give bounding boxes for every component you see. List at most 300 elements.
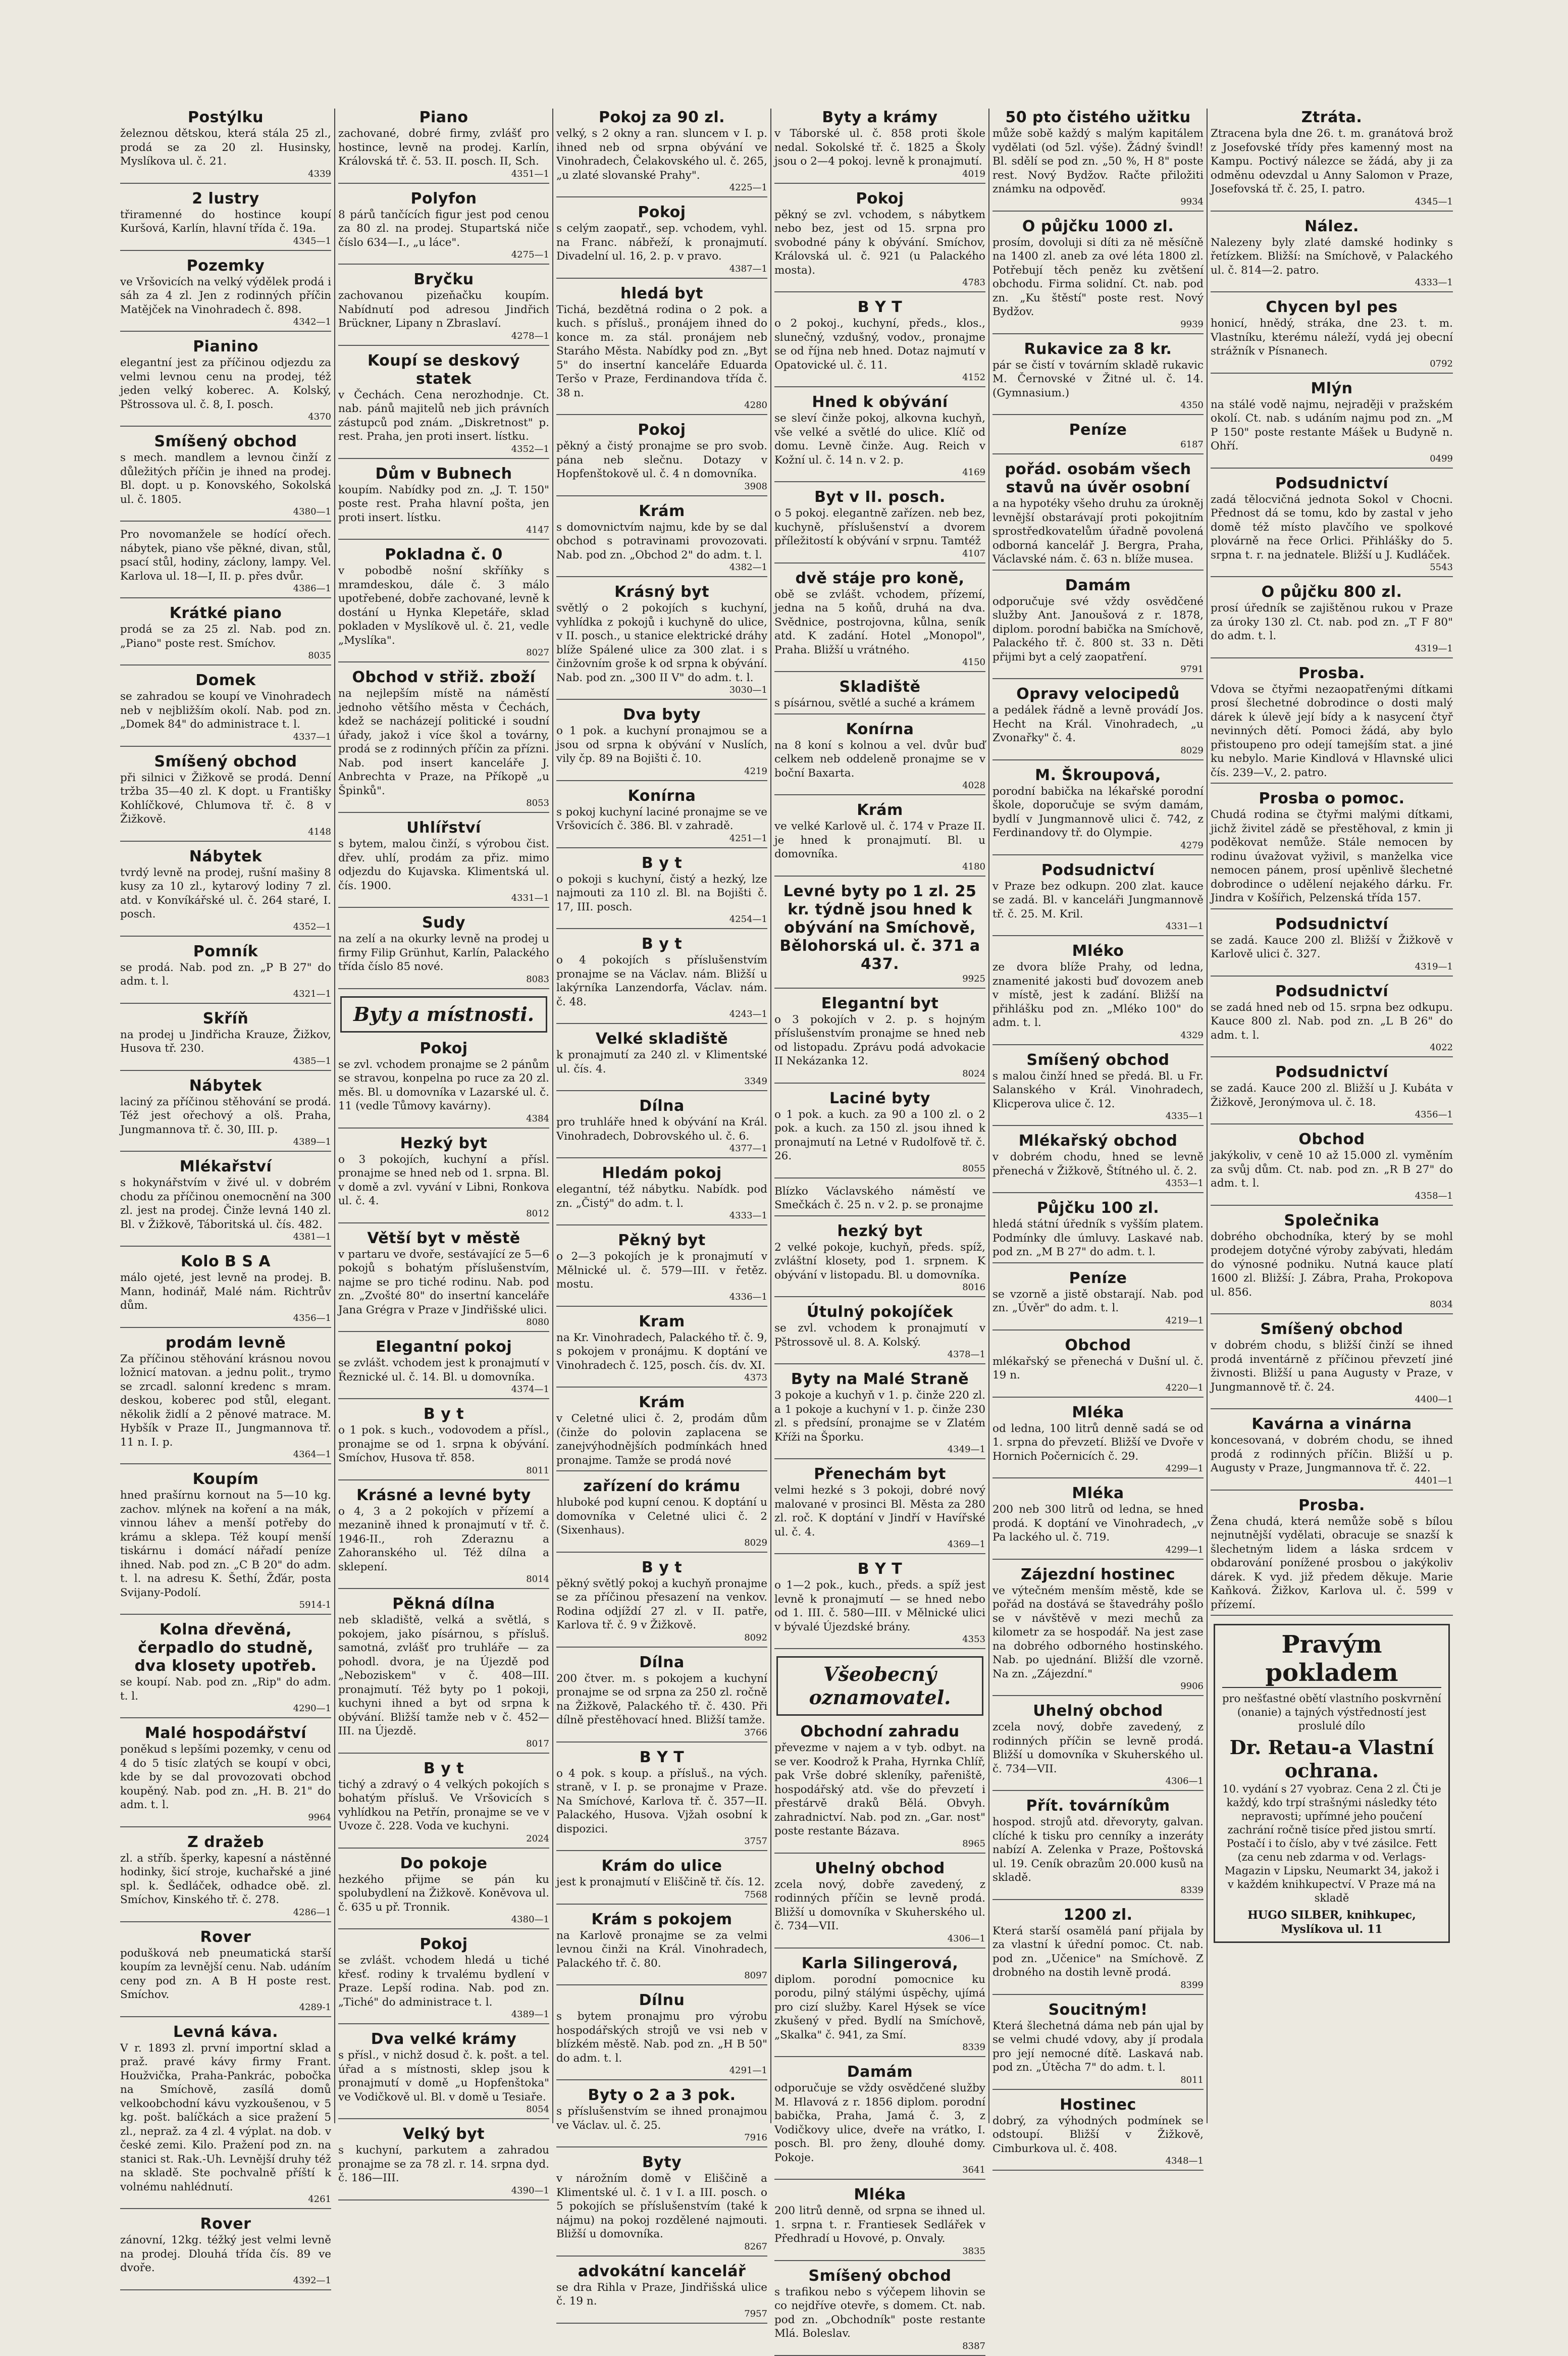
ad-body: velký, s 2 okny a ran. sluncem v I. p. ihned neb od srpna obývání ve Vinohradech, Čelakovského ul. č. 265, „u zlaté slovanské Prahy". <box>556 127 767 182</box>
ad-reference-number: 4345—1 <box>293 235 331 246</box>
ad-reference-number: 4147 <box>526 525 549 535</box>
classified-ad <box>992 421 1204 454</box>
classified-ad <box>556 1030 767 1091</box>
ad-heading: Sudy <box>422 914 465 932</box>
ad-reference-number: 4342—1 <box>293 317 331 327</box>
ad-heading: Krám s pokojem <box>591 1910 733 1928</box>
ad-divider <box>556 847 767 848</box>
ad-reference-number: 4385—1 <box>293 1055 331 1066</box>
ad-heading: B y t <box>423 1405 464 1423</box>
ad-heading: Rover <box>200 2215 251 2233</box>
ad-divider <box>992 678 1204 679</box>
ad-body: 200 neb 300 litrů od ledna, se hned prodá. K doptání ve Vinohradech, „v Pa lackého ul. č. 719. <box>992 1503 1204 1544</box>
ad-body: zánovní, 12kg. téžký jest velmi levně na prodej. Dlouhá třída čís. 89 ve dvoře. <box>120 2234 331 2274</box>
ad-reference-number: 8053 <box>526 798 549 808</box>
ad-body: 200 čtver. m. s pokojem a kuchyní pronajme se od srpna za 250 zl. ročně na Žižkově, Palackého tř. č. 430. Při dílně přestěhovací hned. Bližší tamže. <box>556 1672 767 1726</box>
ad-reference-number: 8034 <box>1430 1299 1453 1310</box>
ad-divider <box>556 1387 767 1388</box>
column-rule <box>1207 109 1208 2123</box>
ad-reference-number: 4278—1 <box>511 330 549 341</box>
ad-divider <box>1211 576 1453 577</box>
ad-body: pěkný světlý pokoj a kuchyň pronajme se za příčinou přesazení na venkov. Rodina odjíždí 27 zl. v II. patře, Karlova tř. č. 9 v Žižkově. <box>556 1577 767 1631</box>
ad-heading: 2 lustry <box>192 189 259 208</box>
classified-ad <box>1211 983 1453 1058</box>
ad-divider <box>1211 373 1453 374</box>
ad-divider <box>992 570 1204 571</box>
ad-body: Tichá, bezdětná rodina o 2 pok. a kuch. s přísluš., pronájem ihned do konce m. za stál. pronájem neb Staráho Města. Nabídky pod zn. „Byt 5" do insertní kanceláře Eduarda Teršo v Praze, Ferdinandova třída č. 38 n. <box>556 303 767 399</box>
ad-divider <box>556 1306 767 1307</box>
column-rule <box>334 109 335 2123</box>
ad-body: s přísl., v nichž dosud č. k. pošt. a tel. úřad a s místnosti, sklep jsou k pronajmutí v domě „u Hopfenštoka" ve Vodičkově ul. Bl. v domě u Tesiaře. <box>338 2049 549 2104</box>
classified-ad <box>1211 298 1453 374</box>
ad-body: světlý o 2 pokojích s kuchyní, vyhlídka z pokojů i kuchyně do ulice, v II. posch., u stanice elektrické dráhy blíže Spálené ulice za 300 zlat. i s činžovním groše k od srpna k obývání. Nab. pod zn. „300 II V" do adm. t. l. <box>556 602 767 684</box>
ad-heading: Dílnu <box>639 1991 685 2009</box>
ad-divider <box>338 1848 549 1849</box>
ad-heading: Rukavice za 8 kr. <box>1024 340 1172 358</box>
ad-body: převezme v najem a v tyb. odbyt. na se ver. Koodrož k Praha, Hyrnka Chlíř, pak Vrše dobré skleníky, pařeniště, hospodářský atd. vše do převzetí i přestárvě draků Bělá. Obvyh. zahradnictví. Nab. pod zn. „Gar. nost" poste restante Bázava. <box>774 1742 985 1837</box>
classified-ad <box>120 2215 331 2290</box>
ad-heading: Peníze <box>1069 421 1127 439</box>
ad-divider <box>120 1246 331 1247</box>
classified-ad <box>774 995 985 1084</box>
ad-heading: Kavárna a vinárna <box>1251 1415 1412 1433</box>
book-ad-text: pro nešťastné obětí vlastního poskvrnění (onanie) a tajných výstředností jest proslulé dílo <box>1222 1693 1441 1732</box>
classified-ad <box>774 1955 985 2058</box>
ad-heading: Smíšený obchod <box>808 2267 952 2285</box>
ad-divider <box>556 2256 767 2257</box>
ad-body: elegantní, též nábytku. Nabídk. pod zn. „Čistý" do adm. t. l. <box>556 1183 767 1210</box>
ad-reference-number: 4348—1 <box>1165 2156 1204 2166</box>
ad-reference-number: 4280 <box>744 400 767 411</box>
classified-ad <box>556 203 767 279</box>
ad-reference-number: 8399 <box>1180 1979 1204 1990</box>
ad-heading: Smíšený obchod <box>154 433 297 450</box>
ad-body: mlékařský se přenechá v Dušní ul. č. 19 n. <box>992 1355 1204 1381</box>
ad-heading: Mléko <box>1072 942 1124 960</box>
classified-ad <box>1211 915 1453 977</box>
ad-heading: Smíšený obchod <box>154 752 297 771</box>
ad-reference-number: 4380—1 <box>293 506 331 517</box>
classified-ad <box>1211 1063 1453 1124</box>
ad-body: zachované, dobré firmy, zvlášť pro hostince, levně na prodej. Karlín, Královská tř. č. 53. II. posch. II, Sch. <box>338 127 549 168</box>
ad-body: prodá se za 25 zl. Nab. pod zn. „Piano" poste rest. Smíchov. <box>120 623 331 650</box>
ad-reference-number: 4022 <box>1430 1042 1453 1053</box>
ad-heading: Dva velké krámy <box>371 2030 517 2048</box>
ad-reference-number: 7916 <box>744 2132 767 2143</box>
classified-ad <box>556 1559 767 1648</box>
ad-heading: Podsudnictví <box>1275 1063 1389 1081</box>
ad-divider <box>1211 908 1453 909</box>
classified-ad <box>338 2030 549 2119</box>
ad-divider <box>120 936 331 937</box>
ad-reference-number: 8080 <box>526 1317 549 1327</box>
ad-body: Blízko Václavského náměstí ve Smečkách č. 25 n. v 2. p. se pronajme <box>774 1185 985 1211</box>
classified-ad <box>774 678 985 714</box>
ad-body: o 1 pok. a kuch. za 90 a 100 zl. o 2 pok. a kuch. za 150 zl. jsou ihned k pronajmutí na Letné v Rudolfově tř. č. 26. <box>774 1108 985 1162</box>
classified-ad <box>1211 1212 1453 1315</box>
classified-ad <box>774 393 985 482</box>
book-ad-note: 10. vydání s 27 vyobraz. Cena 2 zl. Čti je každý, kdo trpí strašnými následky této nepravosti; upřímné jeho poučení zachrání ročně tisíce před jistou smrtí. Postačí i to číslo, aby v tvé zásilce. Fett (za cenu neb zdarma v od. Verlags-Magazin v Lipsku, Neumarkt 34, jakož i v každém knihkupectví. V Praze má na skladě <box>1222 1783 1441 1904</box>
ad-body: o 2—3 pokojích je k pronajmutí v Mělnické ul. č. 579—III. v řetěz. mostu. <box>556 1250 767 1291</box>
ad-reference-number: 4279 <box>1180 840 1204 851</box>
ad-divider <box>120 2208 331 2209</box>
classified-ad <box>120 190 331 251</box>
ad-reference-number: 4180 <box>962 861 985 872</box>
ad-divider <box>338 183 549 184</box>
ad-heading: Byt v II. posch. <box>814 488 946 506</box>
classified-ad <box>774 1723 985 1854</box>
ad-heading: Podsudnictví <box>1041 861 1155 879</box>
classified-ad <box>556 1232 767 1307</box>
ad-divider <box>774 1948 985 1949</box>
ad-heading: Podsudnictví <box>1275 915 1389 933</box>
ad-heading: Krám <box>639 1394 685 1411</box>
ad-reference-number: 8029 <box>1180 745 1204 756</box>
ad-body: s písárnou, světlé a suché a krámem <box>774 697 975 709</box>
ad-body: málo ojeté, jest levně na prodej. B. Mann, hodinář, Malé nám. Richtrův dům. <box>120 1271 331 1312</box>
classified-ad <box>992 942 1204 1045</box>
section-header-box: Byty a místnosti. <box>340 996 547 1033</box>
ad-body: poněkud s lepšími pozemky, v cenu od 4 do 5 tisíc zlatých se koupí v obci, kde by se dal provozovati obchod koupěný. Nab. pod zn. „H. B. 21" do adm. t. l. <box>120 1743 331 1811</box>
ad-body: se prodá. Nab. pod zn. „P B 27" do adm. t. l. <box>120 961 331 988</box>
classified-ad <box>556 1911 767 1986</box>
ad-divider <box>1211 211 1453 212</box>
ad-body: zcela nový, dobře zavedený, z rodinných příčin se levně prodá. Bližší u domovníka v Skuherského ul. č. 734—VII. <box>774 1878 985 1932</box>
ad-reference-number: 8387 <box>962 2340 985 2351</box>
classified-ad <box>120 1010 331 1071</box>
ad-heading: Velký byt <box>402 2125 485 2143</box>
ad-reference-number: 4333—1 <box>729 1210 767 1221</box>
classified-ad <box>774 1860 985 1949</box>
ad-reference-number: 4353—1 <box>1165 1178 1204 1189</box>
ad-divider <box>992 1994 1204 1995</box>
ad-divider <box>338 2118 549 2119</box>
ad-divider <box>774 1215 985 1216</box>
ad-reference-number: 8029 <box>744 1537 767 1548</box>
ad-reference-number: 0499 <box>1430 453 1453 464</box>
ad-reference-number: 4350 <box>1180 400 1204 411</box>
ad-body: hned prašírnu kornout na 5—10 kg. zachov. mlýnek na koření a na mák, vinnou láhev a menší potřeby do krámu a sklepa. Též koupí menší tiskárnu i domácí nářadí peníze ihned. Nab. pod zn. „C B 20" do adm. t. l. na adresu K. Šethí, Žďár, posta Svijany-Podolí. <box>120 1489 331 1599</box>
ad-reference-number: 4306—1 <box>1165 1776 1204 1786</box>
ad-reference-number: 4377—1 <box>729 1143 767 1154</box>
ad-reference-number: 4254—1 <box>729 914 767 925</box>
classified-ad <box>774 2267 985 2356</box>
ad-reference-number: 8017 <box>526 1738 549 1749</box>
ad-body: o 3 pokojích, kuchyní a přísl. pronajme se hned neb od 1. srpna. Bl. v domě a zvl. vyvání v Libni, Ronkova ul. č. 4. <box>338 1153 549 1207</box>
ad-divider <box>774 2260 985 2261</box>
ad-body: se koupí. Nab. pod zn. „Rip" do adm. t. l. <box>120 1676 331 1703</box>
classified-ad <box>992 1199 1204 1263</box>
ad-heading: Uhelný obchod <box>815 1859 945 1877</box>
ad-divider <box>1211 1123 1453 1124</box>
classified-ad <box>120 2023 331 2210</box>
ad-heading: Elegantní byt <box>821 994 939 1012</box>
ad-heading: Prosba. <box>1298 664 1365 682</box>
classified-ad <box>992 766 1204 855</box>
ad-body: hospod. strojů atd. dřevoryty, galvan. clíché k tisku pro cenníky a inzeráty nabízí A. Zelenka v Praze, Poštovská ul. 19. Ceník obrazům 20.000 kusů na skladě. <box>992 1816 1204 1884</box>
ad-heading: Konírna <box>628 787 696 805</box>
ad-body: hezkého přijme se pán ku spolubydlení na Žižkově. Koněvova ul. č. 635 u př. Tronnik. <box>338 1873 549 1914</box>
classified-ad <box>774 1090 985 1179</box>
ad-body: v Táborské ul. č. 858 proti škole nedal. Sokolské tř. č. 1825 a Školy jsou o 2—4 pokoj. levně k pronajmutí. <box>774 127 985 168</box>
ad-body: tvrdý levně na prodej, rušní mašiny 8 kusy za 10 zl., kytarový lodiny 7 zl. atd. v Konvíkářské ul. č. 264 staré, I. posch. <box>120 866 331 920</box>
classified-ad <box>338 465 549 540</box>
ad-divider <box>774 386 985 387</box>
ad-reference-number: 4387—1 <box>729 263 767 274</box>
ad-divider <box>338 2199 549 2200</box>
ad-divider <box>1211 657 1453 658</box>
ad-divider <box>774 671 985 672</box>
ad-divider <box>992 1477 1204 1478</box>
ad-reference-number: 3349 <box>744 1076 767 1087</box>
ad-reference-number: 4337—1 <box>293 731 331 742</box>
ad-reference-number: 4286—1 <box>293 1907 331 1918</box>
ad-divider <box>338 1398 549 1399</box>
ad-reference-number: 3757 <box>744 1836 767 1847</box>
ad-heading: Byty a krámy <box>822 109 938 126</box>
ad-body: hluboké pod kupní cenou. K doptání u domovníka v Celetné ulici č. 2 (Sixenhaus). <box>556 1496 767 1536</box>
classified-ad <box>992 1269 1204 1330</box>
ad-reference-number: 4349—1 <box>947 1444 985 1455</box>
ad-body: laciný za příčinou stěhování se prodá. Též jest ořechový a olš. Praha, Jungmannova tř. č. 30, III. p. <box>120 1095 331 1136</box>
ad-heading: Pokladna č. 0 <box>385 546 503 564</box>
ad-reference-number: 9925 <box>962 973 985 984</box>
classified-ad <box>120 1621 331 1718</box>
ad-divider <box>338 661 549 662</box>
ad-divider <box>120 746 331 747</box>
ad-body: třiramenné do hostince koupí Kuršová, Karlín, hlavní třída č. 19a. <box>120 208 331 235</box>
ad-divider <box>1211 783 1453 784</box>
ad-divider <box>1211 1056 1453 1057</box>
ad-heading: hledá byt <box>620 284 704 302</box>
classified-ad <box>992 460 1204 571</box>
ad-body: v dobrém chodu, s bližší činží se ihned prodá inventárně z příčinou převzetí jiné živnosti. Bližší u pana Augusty v Praze, v Jungmannově tř. č. 24. <box>1211 1339 1453 1394</box>
classified-ad <box>992 1702 1204 1791</box>
ad-body: Která šlechetná dáma neb pán ujal by se velmi chudé vdovy, aby jí prodala pro její nemocné dítě. Laskavá nab. pod zn. „Útěcha 7" do adm. t. l. <box>992 2019 1204 2074</box>
ad-divider <box>774 1083 985 1084</box>
ad-body: v pobodbě nošní skříňky s mramdeskou, dále č. 3 málo upotřebené, dobře zachované, levně k dostání u Hynka Klepetáře, sklad pokladen v Myslíkově ul. č. 21, vedle „Myslíka". <box>338 565 549 647</box>
ad-body: železnou dětskou, která stála 25 zl., prodá se za 20 zl. Husinsky, Myslíkova ul. č. 21. <box>120 127 331 168</box>
classified-ad <box>992 1906 1204 1995</box>
ad-reference-number: 4019 <box>962 168 985 179</box>
ad-body: se zvlášt. vchodem jest k pronajmutí v Řeznické ul. č. 14. Bl. u domovníka. <box>338 1357 549 1384</box>
classified-ad <box>774 2186 985 2261</box>
ad-heading: Pokoj <box>638 421 686 439</box>
ad-reference-number: 3835 <box>962 2245 985 2257</box>
ad-heading: Pokoj <box>420 1935 468 1953</box>
classified-ad <box>992 218 1204 334</box>
ad-divider <box>1211 291 1453 292</box>
ad-divider <box>338 1928 549 1929</box>
ad-divider <box>774 1553 985 1554</box>
ad-reference-number: 4219 <box>744 765 767 777</box>
classified-ad <box>338 1040 549 1129</box>
book-ad-title: Pravým pokladem <box>1222 1630 1441 1688</box>
ad-body: odporučuje své vždy osvědčené služby Ant. Janoušová z r. 1878, diplom. porodní babička na Smíchově, Palackého tř. č. 800 st. 33 n. Děti přijmi byt a celý zaopatření. <box>992 595 1204 663</box>
ad-reference-number: 4401—1 <box>1415 1475 1453 1486</box>
ad-divider <box>120 2016 331 2017</box>
classified-ad <box>338 819 549 908</box>
ad-reference-number: 3908 <box>744 481 767 492</box>
ad-heading: Skříň <box>202 1009 249 1028</box>
classified-ad <box>338 1230 549 1333</box>
column-5 <box>992 109 1204 2166</box>
ad-heading: Opravy velocipedů <box>1016 685 1180 703</box>
ad-divider <box>992 453 1204 454</box>
ad-divider <box>338 988 549 989</box>
classified-ad <box>338 1760 549 1849</box>
ad-divider <box>774 2355 985 2356</box>
ad-reference-number: 8011 <box>526 1465 549 1476</box>
ad-heading: Mlékařský obchod <box>1018 1132 1178 1150</box>
ad-heading: Kolna dřevěná, čerpadlo do studně, dva klosety upotřeb. <box>134 1621 317 1675</box>
ad-body: o 2 pokoj., kuchyní, předs., klos., slunečný, vzdušný, vodov., pronajme se od října neb hned. Dotaz najmutí v Opatovické ul. č. 11. <box>774 317 985 372</box>
classified-ad <box>556 109 767 197</box>
classified-ad <box>774 1465 985 1554</box>
ad-heading: hezký byt <box>837 1222 923 1240</box>
ad-body: v Celetné ulici č. 2, prodám dům (činže do polovin zaplacena se zanejvýhodnějších podmínkách hned pronajme. Tamže se prodá nové <box>556 1412 767 1467</box>
ad-heading: Koupí se deskový statek <box>367 351 520 388</box>
classified-ad <box>120 338 331 427</box>
ad-reference-number: 4275—1 <box>511 249 549 260</box>
ad-reference-number: 4336—1 <box>729 1291 767 1302</box>
ad-body: koncesovaná, v dobrém chodu, se ihned prodá z rodinných příčin. Bližší u p. Augusty v Praze, Jungmannova tř. č. 22. <box>1211 1434 1453 1474</box>
ad-reference-number: 4369—1 <box>947 1539 985 1550</box>
ad-heading: Pokoj <box>638 203 686 221</box>
ad-heading: Nález. <box>1304 217 1359 235</box>
ad-divider <box>774 1363 985 1364</box>
column-6 <box>1211 109 1453 2123</box>
ad-body: dobrý, za výhodných podmínek se odstoupí. Bližší v Žižkově, Cimburkova ul. č. 408. <box>992 2114 1204 2155</box>
column-3 <box>556 109 767 2319</box>
ad-body: prosí úředník se zajištěnou rukou v Praze za úroky 130 zl. Ct. nab. pod zn. „T F 80" do adm. t. l. <box>1211 602 1453 642</box>
ad-divider <box>556 2323 767 2324</box>
classified-ad <box>774 190 985 293</box>
ad-divider <box>774 1648 985 1649</box>
ad-body: neb skladiště, velká a světlá, s pokojem, jako písárnou, s přísluš. samotná, zvlášť pro truhláře — za pohodl. dvora, je na Újezdě pod „Neboziskem" v č. 408—III. pronajmutí. Též byty po 1 pokoji, kuchyni ihned a byt od srpna k obývání. Bližší tamže neb v č. 452—III. na Újezdě. <box>338 1614 549 1737</box>
ad-heading: O půjčku 800 zl. <box>1261 583 1402 601</box>
ad-reference-number: 8055 <box>962 1163 985 1174</box>
ad-body: o 1—2 pok., kuch., předs. a spíž jest levně k pronajmutí — se hned nebo od 1. III. č. 580—III. v Mělnické ulici v bývalé Újezdské brány. <box>774 1579 985 1633</box>
ad-divider <box>120 183 331 184</box>
ad-divider <box>774 713 985 714</box>
classified-ad <box>120 604 331 665</box>
classified-ad <box>556 1313 767 1388</box>
ad-divider <box>774 1853 985 1854</box>
ad-body: se zadá. Kauce 200 zl. Bližší v Žižkově v Karlově ulici č. 327. <box>1211 934 1453 960</box>
ad-reference-number: 7957 <box>744 2308 767 2319</box>
ad-reference-number: 4358—1 <box>1415 1190 1453 1201</box>
ad-heading: Hostinec <box>1060 2095 1136 2114</box>
ad-divider <box>556 414 767 415</box>
classified-ad <box>120 1158 331 1247</box>
classified-ad <box>992 1566 1204 1697</box>
classified-ad <box>556 583 767 700</box>
ad-body: v partaru ve dvoře, sestávající ze 5—6 pokojů s bohatým příslušenstvím, najme se pro tiché rodinu. Nab. pod zn. „Zvošté 80" do insertní kanceláře Jana Grégra v Praze v Jindřišské ulici. <box>338 1248 549 1316</box>
ad-heading: Mléka <box>854 2186 906 2204</box>
ad-reference-number: 4335—1 <box>1165 1111 1204 1121</box>
ad-divider <box>338 1222 549 1223</box>
ad-body: se vzorně a jistě obstarají. Nab. pod zn. „Úvěr" do adm. t. l. <box>992 1288 1204 1314</box>
ad-body: ve Vršovicích na velký výdělek prodá i sáh za 4 zl. Jen z rodinných příčin Matějček na Vinohradech č. 898. <box>120 275 331 316</box>
classified-ad <box>556 935 767 1024</box>
ad-reference-number: 8054 <box>526 2104 549 2115</box>
ad-body: 3 pokoje a kuchyň v 1. p. činže 220 zl. a 1 pokoje a kuchyní v 1. p. činže 230 zl. s předsíní, pronajme se v Zlatém Kříži na Šporku. <box>774 1389 985 1444</box>
ad-heading: Podsudnictví <box>1275 982 1389 1000</box>
ad-reference-number: 4345—1 <box>1415 196 1453 207</box>
classified-ad <box>120 1724 331 1827</box>
ad-heading: Pianino <box>193 338 258 355</box>
ad-divider <box>992 1695 1204 1696</box>
classified-ad <box>338 546 549 662</box>
ad-reference-number: 4028 <box>962 780 985 791</box>
ad-heading: Kolo B S A <box>180 1253 271 1270</box>
ad-heading: Konírna <box>846 720 914 738</box>
ad-divider <box>1211 1313 1453 1314</box>
ad-divider <box>120 664 331 665</box>
ad-body: se sleví činže pokoj, alkovna kuchyň, vše velké a světlé do ulice. Klíč od domu. Levně činže. Aug. Reich v Kožní ul. č. 14 n. v 2. p. <box>774 412 985 467</box>
ad-heading: prodám levně <box>165 1334 286 1352</box>
ad-heading: dvě stáje pro koně, <box>795 569 965 587</box>
classified-ad <box>556 285 767 416</box>
ad-reference-number: 4380—1 <box>511 1914 549 1925</box>
classified-ad <box>556 1164 767 1225</box>
ad-heading: Dva byty <box>622 706 701 724</box>
ad-reference-number: 4352—1 <box>511 443 549 454</box>
book-advertisement <box>1214 1624 1450 1943</box>
ad-body: honicí, hnědý, stráka, dne 23. t. m. Vlastníku, kterému náleží, vydá jej obecní strážník v Písnanech. <box>1211 317 1453 357</box>
classified-ad <box>774 109 985 184</box>
ad-body: hledá státní úředník s vyšším platem. Podmínky dle úmluvy. Laskavé nab. pod zn. „M B 27" do adm. t. l. <box>992 1218 1204 1258</box>
classified-ad <box>992 1337 1204 1398</box>
ad-divider <box>120 2289 331 2290</box>
ad-heading: Bryčku <box>413 271 474 288</box>
classified-ad <box>992 2096 1204 2171</box>
ad-divider <box>120 250 331 251</box>
ad-reference-number: 8016 <box>962 1282 985 1293</box>
ad-body: na prodej u Jindřicha Krauze, Žižkov, Husova tř. 230. <box>120 1028 331 1055</box>
newspaper-classifieds-page <box>120 109 1453 2351</box>
ad-body: pár se čistí v továrním skladě rukavic M. Černovské v Žitné ul. č. 14. (Gymnasium.) <box>992 358 1204 399</box>
ad-heading: B y t <box>641 935 683 953</box>
book-ad-volume: Dr. Retau-a Vlastní ochrana. <box>1229 1736 1434 1782</box>
classified-ad <box>338 1338 549 1399</box>
ad-reference-number: 4356—1 <box>293 1312 331 1323</box>
ad-divider <box>556 928 767 929</box>
ad-body: pěkný se zvl. vchodem, s nábytkem nebo bez, jest od 15. srpna pro svobodné pány k obývání. Smíchov, Královská ul. č. 921 (u Palackého mosta). <box>774 208 985 277</box>
ad-body: v nárožním domě v Eliščině a Klimentské ul. č. 1 v I. a III. posch. o 5 pokojích se příslušenstvím (také k nájmu) na pokoj rozdělené najmouti. Bližší u domovníka. <box>556 2172 767 2240</box>
ad-body: v Praze bez odkupn. 200 zlat. kauce se zadá. Bl. v kanceláři Jungmannově tř. č. 25. M. Kril. <box>992 880 1204 920</box>
ad-reference-number: 4356—1 <box>1415 1109 1453 1120</box>
ad-heading: Postýlku <box>188 109 264 126</box>
ad-divider <box>774 1296 985 1297</box>
ad-reference-number: 4306—1 <box>947 1933 985 1944</box>
column-4 <box>774 109 985 2351</box>
ad-reference-number: 4261 <box>308 2194 331 2205</box>
classified-ad <box>774 883 985 989</box>
ad-heading: Soucitným! <box>1048 2001 1148 2019</box>
ad-divider <box>774 183 985 184</box>
ad-reference-number: 8339 <box>1180 1884 1204 1896</box>
ad-heading: Pěkná dílna <box>392 1595 495 1613</box>
ad-divider <box>120 1151 331 1152</box>
ad-divider <box>1211 1408 1453 1409</box>
column-rule <box>552 109 553 2123</box>
ad-heading: Dílna <box>639 1653 685 1671</box>
ad-heading: Malé hospodářství <box>144 1724 307 1742</box>
ad-body: zadá tělocvičná jednota Sokol v Chocni. Přednost dá se tomu, kdo by zastal v jeho domě též místo plavčího ve spolkové plovárně na řece Orlici. Přihlášky do 5. srpna t. r. na jednatele. Bližší u J. Kudláček. <box>1211 493 1453 561</box>
classified-ad <box>774 721 985 796</box>
